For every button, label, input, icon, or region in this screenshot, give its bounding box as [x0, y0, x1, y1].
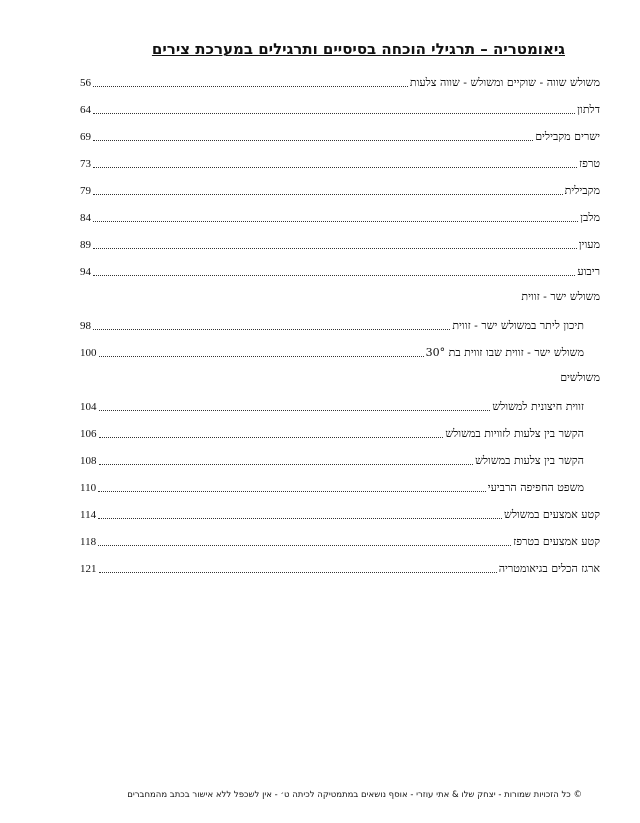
toc-entry-label: הקשר בין צלעות במשולש	[475, 454, 584, 467]
copyright-footer: © כל הזכויות שמורות - יצחק שלו & אתי עוזרי - אוסף נושאים במתמטיקה לכיתה ט׳ - אין לשכפל ללא אישור בכתב מהמחברים	[127, 790, 582, 800]
toc-entry-page: 94	[80, 266, 91, 278]
toc-entry[interactable]	[80, 529, 600, 549]
toc-entry-page: 118	[80, 536, 97, 548]
toc-entry[interactable]	[80, 313, 600, 333]
toc-leader-dots	[93, 166, 577, 168]
toc-entry[interactable]	[80, 556, 600, 576]
toc-leader-dots	[99, 463, 474, 465]
toc-entry[interactable]	[80, 475, 600, 495]
toc-leader-dots	[98, 490, 486, 492]
toc-entry-page: 100	[80, 347, 97, 359]
toc-section-heading: משולש ישר - זווית	[521, 290, 600, 303]
toc-leader-dots	[98, 517, 502, 519]
toc-leader-dots	[93, 85, 408, 87]
toc-entry-page: 114	[80, 509, 97, 521]
toc-entry[interactable]	[80, 70, 600, 90]
toc-leader-dots	[93, 112, 575, 114]
toc-entry-page: 89	[80, 239, 91, 251]
toc-entry-label: מלבן	[580, 211, 600, 224]
toc-leader-dots	[93, 193, 563, 195]
toc-entry[interactable]	[80, 259, 600, 279]
document-title: גיאומטריה – תרגילי הוכחה בסיסיים ותרגילים במערכת צירים	[151, 40, 565, 58]
toc-entry-label: זווית חיצונית למשולש	[492, 400, 584, 413]
toc-entry[interactable]	[80, 205, 600, 225]
toc-entry-label: משפט החפיפה הרביעי	[487, 481, 584, 494]
toc-entry-page: 108	[80, 455, 97, 467]
toc-entry-label: תיכון ליתר במשולש ישר - זווית	[452, 319, 584, 332]
toc-entry-page: 104	[80, 401, 97, 413]
toc-entry-label: מעוין	[578, 238, 600, 251]
toc-entry-page: 98	[80, 320, 91, 332]
toc-entry-label: טרפז	[579, 157, 600, 170]
toc-entry-label: הקשר בין צלעות לזוויות במשולש	[445, 427, 584, 440]
toc-entry[interactable]	[80, 124, 600, 144]
toc-leader-dots	[93, 139, 533, 141]
toc-section-heading: משולשים	[560, 371, 600, 384]
toc-entry-page: 121	[80, 563, 97, 575]
toc-entry[interactable]	[80, 421, 600, 441]
toc-entry-page: 64	[80, 104, 91, 116]
toc-entry-label: ארגז הכלים בגיאומטריה	[498, 562, 600, 575]
toc-leader-dots	[99, 571, 497, 573]
toc-entry[interactable]	[80, 448, 600, 468]
toc-entry[interactable]	[80, 178, 600, 198]
toc-entry-label: דלתון	[577, 103, 600, 116]
toc-entry-page: 110	[80, 482, 97, 494]
toc-entry[interactable]	[80, 502, 600, 522]
toc-entry-label: קטע אמצעים בטרפז	[513, 535, 600, 548]
toc-entry-page: 69	[80, 131, 91, 143]
toc-leader-dots	[99, 436, 444, 438]
toc-entry-page: 79	[80, 185, 91, 197]
toc-leader-dots	[93, 247, 577, 249]
toc-leader-dots	[93, 274, 575, 276]
toc-entry[interactable]	[80, 340, 600, 360]
toc-entry-label: ישרים מקבילים	[535, 130, 600, 143]
toc-entry-page: 106	[80, 428, 97, 440]
toc-leader-dots	[99, 409, 491, 411]
toc-entry-label: מקבילית	[564, 184, 600, 197]
toc-entry[interactable]	[80, 232, 600, 252]
toc-entry[interactable]	[80, 97, 600, 117]
toc-entry-label: קטע אמצעים במשולש	[504, 508, 600, 521]
toc-entry-label: משולש שווה - שוקיים ומשולש - שווה צלעות	[409, 76, 600, 89]
toc-entry-page: 84	[80, 212, 91, 224]
toc-entry-page: 56	[80, 77, 91, 89]
toc-entry-page: 73	[80, 158, 91, 170]
toc-leader-dots	[98, 544, 511, 546]
toc-leader-dots	[93, 220, 578, 222]
toc-entry-label: ריבוע	[577, 265, 600, 278]
toc-leader-dots	[99, 355, 424, 357]
toc-entry[interactable]	[80, 151, 600, 171]
toc-leader-dots	[93, 328, 450, 330]
toc-entry[interactable]	[80, 394, 600, 414]
toc-entry-label: משולש ישר - זווית שבו זווית בת 30°	[425, 346, 584, 359]
